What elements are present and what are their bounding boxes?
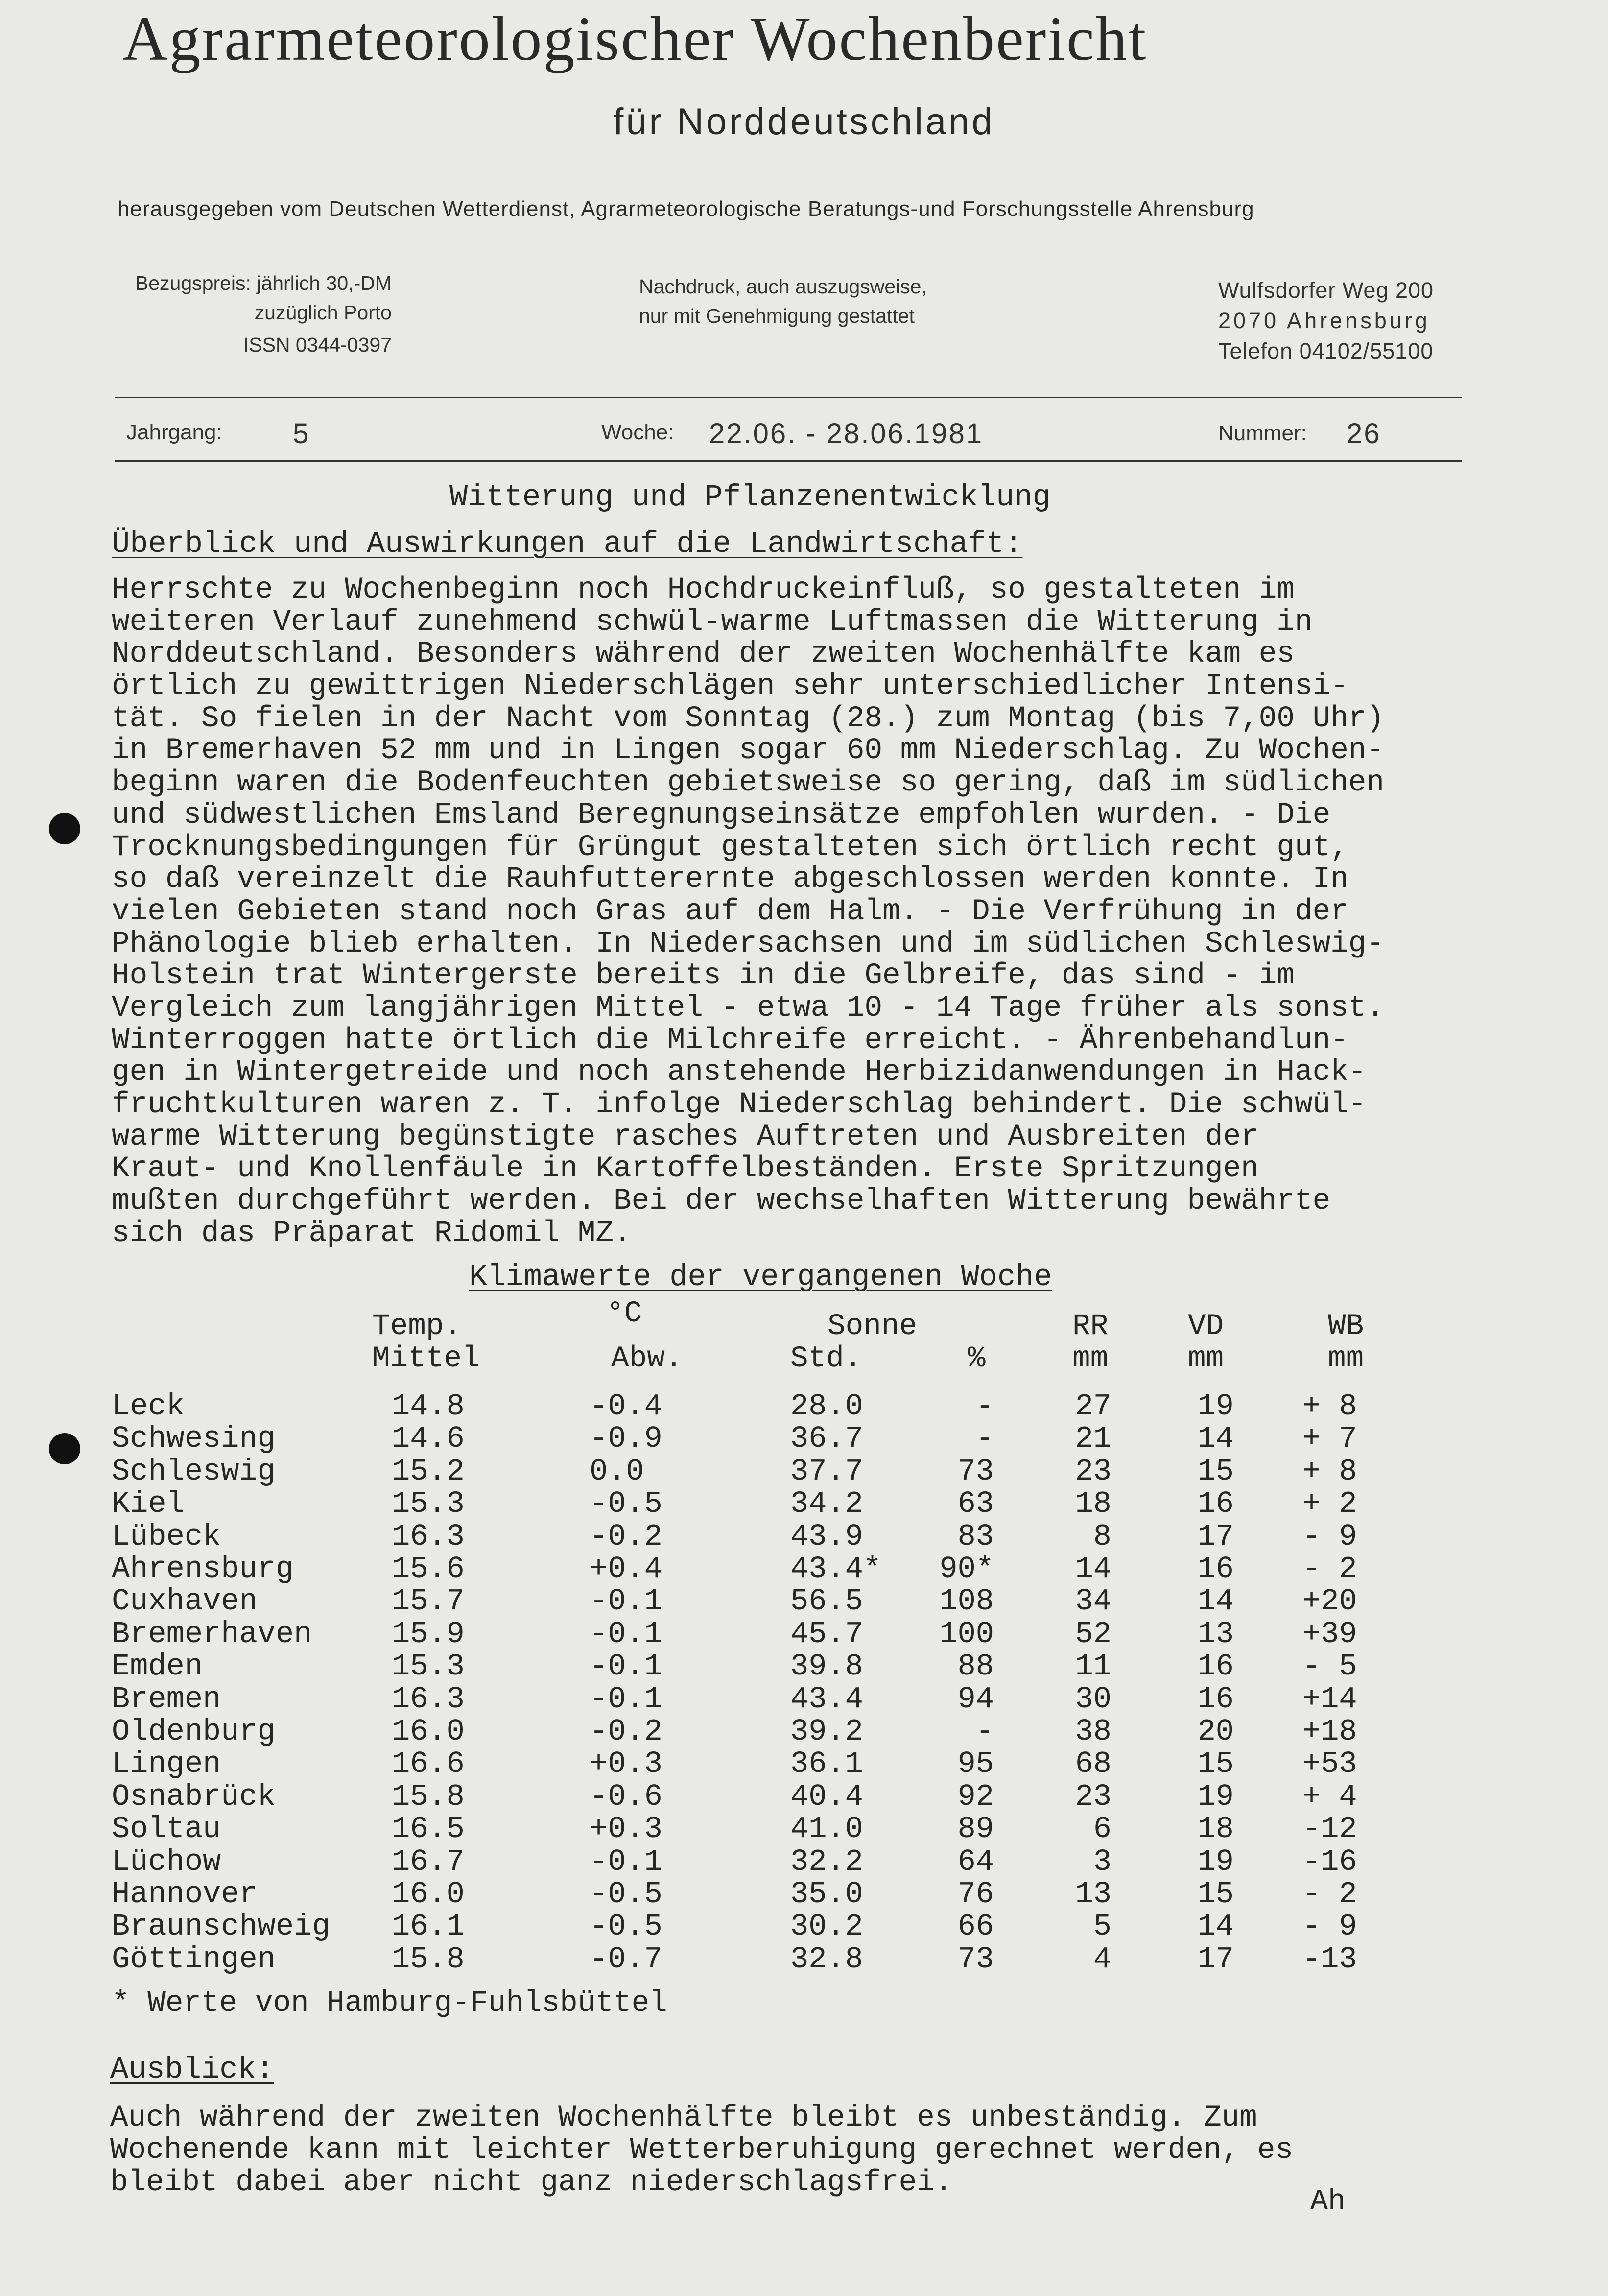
sunshine-percent: 90* <box>939 1552 994 1586</box>
precipitation: 23 <box>1075 1779 1111 1814</box>
temp-mean: 16.3 <box>392 1681 465 1717</box>
precipitation: 6 <box>1093 1812 1111 1847</box>
week-label: Woche: <box>601 420 674 444</box>
precipitation: 3 <box>1093 1844 1111 1879</box>
temp-mean: 15.3 <box>392 1486 465 1522</box>
precipitation: 34 <box>1075 1584 1111 1619</box>
precipitation: 18 <box>1075 1486 1111 1522</box>
water-balance: -13 <box>1302 1941 1357 1977</box>
sunshine-hours: 39.8 <box>790 1649 863 1684</box>
text-line: vielen Gebieten stand noch Gras auf dem Halm. - Die Verfrühung in der <box>112 894 1348 929</box>
sunshine-percent: 94 <box>957 1681 994 1717</box>
header-vd-unit: mm <box>1188 1342 1224 1376</box>
precipitation: 38 <box>1075 1714 1111 1749</box>
sunshine-hours: 35.0 <box>790 1877 863 1912</box>
sunshine-percent: 63 <box>957 1486 994 1522</box>
temp-mean: 14.6 <box>392 1421 465 1457</box>
precipitation: 52 <box>1075 1616 1111 1651</box>
address-block <box>1218 275 1434 366</box>
station-name: Bremerhaven <box>112 1616 312 1651</box>
sunshine-percent: 64 <box>957 1844 994 1879</box>
header-mittel: Mittel <box>372 1342 480 1376</box>
temp-mean: 15.7 <box>392 1584 465 1619</box>
punch-hole <box>49 1433 80 1464</box>
temp-mean: 16.6 <box>392 1746 465 1782</box>
station-name: Oldenburg <box>112 1714 276 1749</box>
year-value: 5 <box>293 418 310 450</box>
station-name: Soltau <box>112 1812 221 1847</box>
sunshine-hours: 32.2 <box>790 1844 863 1879</box>
temp-deviation: -0.2 <box>590 1519 662 1554</box>
water-balance: +14 <box>1302 1681 1357 1717</box>
evaporation: 15 <box>1197 1454 1234 1489</box>
header-std: Std. <box>790 1342 862 1376</box>
year-label: Jahrgang: <box>126 420 222 444</box>
precipitation: 4 <box>1093 1941 1111 1977</box>
evaporation: 17 <box>1197 1519 1234 1554</box>
sunshine-percent: - <box>975 1714 994 1749</box>
water-balance: +39 <box>1302 1616 1357 1651</box>
number-label: Nummer: <box>1218 421 1307 445</box>
text-line: tät. So fielen in der Nacht vom Sonntag (28.) zum Montag (bis 7,00 Uhr) <box>112 701 1385 736</box>
sunshine-percent: 92 <box>957 1779 994 1814</box>
evaporation: 20 <box>1197 1714 1234 1749</box>
sunshine-hours: 43.4 <box>790 1681 863 1717</box>
header-rr: RR <box>1072 1310 1109 1343</box>
temp-deviation: -0.1 <box>590 1844 662 1879</box>
text-line: beginn waren die Bodenfeuchten gebietsweise so gering, daß im südlichen <box>112 766 1385 800</box>
evaporation: 14 <box>1197 1584 1234 1619</box>
water-balance: -12 <box>1302 1812 1357 1847</box>
sunshine-percent: 76 <box>957 1877 994 1912</box>
text-line: Trocknungsbedingungen für Grüngut gestalteten sich örtlich recht gut, <box>112 830 1348 864</box>
overview-heading: Überblick und Auswirkungen auf die Landwirtschaft: <box>112 526 1023 561</box>
header-sonne: Sonne <box>828 1310 918 1343</box>
evaporation: 18 <box>1197 1812 1234 1847</box>
evaporation: 14 <box>1197 1421 1234 1457</box>
temp-deviation: -0.1 <box>590 1649 662 1684</box>
overview-text <box>112 574 1532 1249</box>
evaporation: 16 <box>1197 1649 1234 1684</box>
water-balance: - 9 <box>1302 1909 1357 1944</box>
price-line: Bezugspreis: jährlich 30,-DM <box>135 272 392 294</box>
report-subtitle: für Norddeutschland <box>613 101 995 143</box>
temp-mean: 14.8 <box>392 1389 465 1424</box>
sunshine-hours: 41.0 <box>790 1812 863 1847</box>
header-temp: Temp. <box>372 1310 462 1343</box>
issn: ISSN 0344-0397 <box>243 334 392 356</box>
text-line: warme Witterung begünstigte rasches Auftreten und Ausbreiten der <box>112 1120 1259 1154</box>
text-line: Vergleich zum langjährigen Mittel - etwa 10 - 14 Tage früher als sonst. <box>112 991 1385 1025</box>
station-name: Bremen <box>112 1681 221 1717</box>
sunshine-hours: 28.0 <box>790 1389 863 1424</box>
sunshine-percent: 83 <box>957 1519 994 1554</box>
text-line: in Bremerhaven 52 mm und in Lingen sogar 60 mm Niederschlag. Zu Wochen- <box>112 734 1385 768</box>
sunshine-hours: 40.4 <box>790 1779 863 1814</box>
temp-deviation: -0.1 <box>590 1681 662 1717</box>
temp-deviation: -0.5 <box>590 1909 662 1944</box>
text-line: Norddeutschland. Besonders während der zweiten Wochenhälfte kam es <box>112 637 1295 671</box>
number-value: 26 <box>1347 418 1381 450</box>
precipitation: 68 <box>1075 1746 1111 1782</box>
water-balance: + 2 <box>1302 1486 1357 1522</box>
address-street: Wulfsdorfer Weg 200 <box>1218 278 1434 303</box>
station-name: Emden <box>112 1649 203 1684</box>
header-pct: % <box>968 1342 986 1376</box>
evaporation: 15 <box>1197 1877 1234 1912</box>
sunshine-percent: - <box>975 1421 994 1457</box>
precipitation: 13 <box>1075 1877 1111 1912</box>
text-line: bleibt dabei aber nicht ganz niederschlagsfrei. <box>110 2166 953 2200</box>
sunshine-hours: 36.1 <box>790 1746 863 1782</box>
text-line: und südwestlichen Emsland Beregnungseinsätze empfohlen wurden. - Die <box>112 798 1331 832</box>
reprint-line-2: nur mit Genehmigung gestattet <box>639 305 915 327</box>
evaporation: 16 <box>1197 1681 1234 1717</box>
punch-hole <box>49 813 80 844</box>
address-city: 2070 Ahrensburg <box>1218 308 1430 333</box>
temp-deviation: -0.1 <box>590 1584 662 1619</box>
evaporation: 19 <box>1197 1844 1234 1879</box>
temp-mean: 16.3 <box>392 1519 465 1554</box>
sunshine-hours: 32.8 <box>790 1941 863 1977</box>
temp-deviation: -0.5 <box>590 1486 662 1522</box>
sunshine-percent: 95 <box>957 1746 994 1782</box>
week-value: 22.06. - 28.06.1981 <box>709 418 984 450</box>
water-balance: - 5 <box>1302 1649 1357 1684</box>
temp-mean: 16.5 <box>392 1812 465 1847</box>
sunshine-hours: 45.7 <box>790 1616 863 1651</box>
evaporation: 14 <box>1197 1909 1234 1944</box>
precipitation: 27 <box>1075 1389 1111 1424</box>
report-title: Agrarmeteorologischer Wochenbericht <box>122 4 1148 73</box>
sunshine-hours: 39.2 <box>790 1714 863 1749</box>
temp-mean: 15.9 <box>392 1616 465 1651</box>
sunshine-percent: 66 <box>957 1909 994 1944</box>
reprint-line-1: Nachdruck, auch auszugsweise, <box>639 275 927 298</box>
station-name: Braunschweig <box>112 1909 331 1944</box>
temp-mean: 15.8 <box>392 1779 465 1814</box>
text-line: gen in Wintergetreide und noch anstehende Herbizidanwendungen in Hack- <box>112 1055 1367 1090</box>
sunshine-hours: 36.7 <box>790 1421 863 1457</box>
evaporation: 16 <box>1197 1486 1234 1522</box>
evaporation: 17 <box>1197 1941 1234 1977</box>
evaporation: 16 <box>1197 1552 1234 1586</box>
water-balance: - 2 <box>1302 1877 1357 1912</box>
address-phone: Telefon 04102/55100 <box>1218 338 1434 363</box>
text-line: so daß vereinzelt die Rauhfutterernte abgeschlossen werden konnte. In <box>112 862 1348 897</box>
sunshine-percent: 89 <box>957 1812 994 1847</box>
precipitation: 5 <box>1093 1909 1111 1944</box>
sunshine-hours: 30.2 <box>790 1909 863 1944</box>
temp-mean: 16.1 <box>392 1909 465 1944</box>
precipitation: 23 <box>1075 1454 1111 1489</box>
precipitation: 21 <box>1075 1421 1111 1457</box>
header-wb-unit: mm <box>1328 1342 1364 1376</box>
water-balance: + 7 <box>1302 1421 1357 1457</box>
temp-deviation: -0.9 <box>590 1421 662 1457</box>
water-balance: + 4 <box>1302 1779 1357 1814</box>
station-name: Cuxhaven <box>112 1584 258 1619</box>
water-balance: - 2 <box>1302 1552 1357 1586</box>
station-name: Göttingen <box>112 1941 276 1977</box>
section-title: Witterung und Pflanzenentwicklung <box>449 480 1051 515</box>
sunshine-hours: 37.7 <box>790 1454 863 1489</box>
station-name: Lüchow <box>112 1844 221 1879</box>
sunshine-percent: 108 <box>939 1584 994 1619</box>
temp-deviation: +0.3 <box>590 1746 662 1782</box>
station-name: Ahrensburg <box>112 1552 294 1586</box>
text-line: Phänologie blieb erhalten. In Niedersachsen und im südlichen Schleswig- <box>112 927 1385 961</box>
temp-mean: 16.0 <box>392 1714 465 1749</box>
header-rr-unit: mm <box>1072 1342 1109 1376</box>
outlook-heading: Ausblick: <box>110 2052 274 2087</box>
sunshine-hours: 56.5 <box>790 1584 863 1619</box>
water-balance: +20 <box>1302 1584 1357 1619</box>
precipitation: 14 <box>1075 1552 1111 1586</box>
temp-mean: 15.2 <box>392 1454 465 1489</box>
temp-deviation: +0.3 <box>590 1812 662 1847</box>
temp-mean: 15.8 <box>392 1941 465 1977</box>
table-title: Klimawerte der vergangenen Woche <box>469 1260 1052 1294</box>
water-balance: + 8 <box>1302 1454 1357 1489</box>
divider-top <box>115 397 1462 398</box>
sunshine-hours: 43.4* <box>790 1552 882 1586</box>
text-line: sich das Präparat Ridomil MZ. <box>112 1216 632 1250</box>
station-name: Hannover <box>112 1877 258 1912</box>
text-line: fruchtkulturen waren z. T. infolge Niederschlag behindert. Die schwül- <box>112 1088 1367 1122</box>
header-abw: Abw. <box>611 1342 683 1376</box>
station-name: Lingen <box>112 1746 221 1782</box>
station-name: Leck <box>112 1389 185 1424</box>
evaporation: 19 <box>1197 1779 1234 1814</box>
publisher-line: herausgegeben vom Deutschen Wetterdienst, Agrarmeteorologische Beratungs-und Forschungsstelle Ahrensburg <box>118 197 1254 221</box>
temp-deviation: -0.4 <box>590 1389 662 1424</box>
temp-mean: 15.3 <box>392 1649 465 1684</box>
evaporation: 15 <box>1197 1746 1234 1782</box>
water-balance: -16 <box>1302 1844 1357 1879</box>
water-balance: +53 <box>1302 1746 1357 1782</box>
evaporation: 19 <box>1197 1389 1234 1424</box>
header-degc: °C <box>606 1297 642 1331</box>
divider-bottom <box>115 460 1462 462</box>
table-footnote: * Werte von Hamburg-Fuhlsbüttel <box>112 1986 667 2020</box>
text-line: Winterroggen hatte örtlich die Milchreife erreicht. - Ährenbehandlun- <box>112 1023 1348 1057</box>
water-balance: +18 <box>1302 1714 1357 1749</box>
temp-deviation: -0.7 <box>590 1941 662 1977</box>
reprint-note <box>639 272 927 331</box>
price-info <box>118 268 392 359</box>
author-signature: Ah <box>1310 2185 1346 2219</box>
temp-deviation: +0.4 <box>590 1552 662 1586</box>
sunshine-percent: 73 <box>957 1941 994 1977</box>
text-line: örtlich zu gewittrigen Niederschlägen sehr unterschiedlicher Intensi- <box>112 670 1348 704</box>
precipitation: 30 <box>1075 1681 1111 1717</box>
sunshine-percent: 73 <box>957 1454 994 1489</box>
text-line: mußten durchgeführt werden. Bei der wechselhaften Witterung bewährte <box>112 1184 1331 1219</box>
outlook-text <box>110 2102 1293 2199</box>
water-balance: - 9 <box>1302 1519 1357 1554</box>
sunshine-percent: 88 <box>957 1649 994 1684</box>
temp-mean: 16.7 <box>392 1844 465 1879</box>
text-line: Wochenende kann mit leichter Wetterberuhigung gerechnet werden, es <box>110 2133 1293 2167</box>
station-name: Lübeck <box>112 1519 221 1554</box>
sunshine-hours: 43.9 <box>790 1519 863 1554</box>
header-vd: VD <box>1188 1310 1224 1343</box>
station-name: Schwesing <box>112 1421 276 1457</box>
temp-deviation: -0.5 <box>590 1877 662 1912</box>
temp-mean: 16.0 <box>392 1877 465 1912</box>
temp-deviation: -0.2 <box>590 1714 662 1749</box>
station-name: Schleswig <box>112 1454 276 1489</box>
sunshine-percent: - <box>975 1389 994 1424</box>
text-line: Auch während der zweiten Wochenhälfte bleibt es unbeständig. Zum <box>110 2101 1257 2135</box>
temp-deviation: 0.0 <box>590 1454 644 1489</box>
temp-deviation: -0.6 <box>590 1779 662 1814</box>
water-balance: + 8 <box>1302 1389 1357 1424</box>
station-name: Osnabrück <box>112 1779 276 1814</box>
sunshine-hours: 34.2 <box>790 1486 863 1522</box>
text-line: Kraut- und Knollenfäule in Kartoffelbeständen. Erste Spritzungen <box>112 1152 1259 1186</box>
text-line: Holstein trat Wintergerste bereits in die Gelbreife, das sind - im <box>112 959 1295 993</box>
sunshine-percent: 100 <box>939 1616 994 1651</box>
text-line: weiteren Verlauf zunehmend schwül-warme Luftmassen die Witterung in <box>112 605 1313 639</box>
text-line: Herrschte zu Wochenbeginn noch Hochdruckeinfluß, so gestalteten im <box>112 573 1295 607</box>
temp-deviation: -0.1 <box>590 1616 662 1651</box>
precipitation: 8 <box>1093 1519 1111 1554</box>
station-name: Kiel <box>112 1486 185 1522</box>
evaporation: 13 <box>1197 1616 1234 1651</box>
precipitation: 11 <box>1075 1649 1111 1684</box>
temp-mean: 15.6 <box>392 1552 465 1586</box>
header-wb: WB <box>1328 1310 1364 1343</box>
postage-line: zuzüglich Porto <box>254 301 392 324</box>
